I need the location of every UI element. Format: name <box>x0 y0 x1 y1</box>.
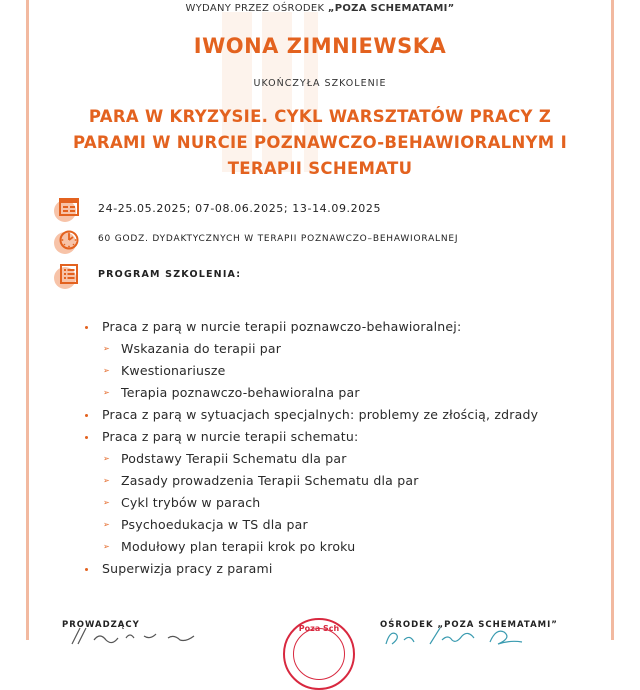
bullet-dot-icon <box>85 568 88 571</box>
arrow-bullet-icon: ➢ <box>103 344 110 353</box>
list-item: Praca z parą w sytuacjach specjalnych: problemy ze złością, zdrady <box>82 404 602 426</box>
list-item: Praca z parą w nurcie terapii schematu: <box>82 426 602 448</box>
issued-by-prefix: WYDANY PRZEZ OŚRODEK <box>185 3 328 14</box>
program-list <box>82 316 602 580</box>
organization-label: OŚRODEK „POZA SCHEMATAMI” <box>380 620 558 630</box>
arrow-bullet-icon: ➢ <box>103 542 110 551</box>
arrow-bullet-icon: ➢ <box>103 476 110 485</box>
list-item: ➢ Kwestionariusze <box>82 360 602 382</box>
list-item: ➢ Podstawy Terapii Schematu dla par <box>82 448 602 470</box>
hours-text: 60 GODZ. DYDAKTYCZNYCH W TERAPII POZNAWCZO–BEHAWIORALNEJ <box>98 234 459 244</box>
issued-by-line <box>0 3 640 14</box>
clock-icon <box>52 228 88 256</box>
list-item: ➢ Cykl trybów w parach <box>82 492 602 514</box>
bullet-dot-icon <box>85 436 88 439</box>
list-item: ➢ Modułowy plan terapii krok po kroku <box>82 536 602 558</box>
arrow-bullet-icon: ➢ <box>103 388 110 397</box>
border-left <box>26 0 29 640</box>
arrow-bullet-icon: ➢ <box>103 454 110 463</box>
arrow-bullet-icon: ➢ <box>103 366 110 375</box>
calendar-icon <box>52 196 88 224</box>
bullet-dot-icon <box>85 326 88 329</box>
list-item: ➢ Psychoedukacja w TS dla par <box>82 514 602 536</box>
list-item: Praca z parą w nurcie terapii poznawczo-behawioralnej: <box>82 316 602 338</box>
arrow-bullet-icon: ➢ <box>103 520 110 529</box>
course-title: PARA W KRYZYSIE. CYKL WARSZTATÓW PRACY Z PARAMI W NURCIE POZNAWCZO-BEHAWIORALNYM I TERAPII SCHEMATU <box>72 107 568 178</box>
issued-by-name: „POZA SCHEMATAMI” <box>327 3 455 14</box>
recipient-name: IWONA ZIMNIEWSKA <box>193 34 447 58</box>
bullet-dot-icon <box>85 414 88 417</box>
list-item: Superwizja pracy z parami <box>82 558 602 580</box>
list-item: ➢ Terapia poznawczo-behawioralna par <box>82 382 602 404</box>
completed-label: UKOŃCZYŁA SZKOLENIE <box>253 78 387 89</box>
instructor-label: PROWADZĄCY <box>62 620 140 630</box>
list-icon <box>52 263 88 291</box>
border-right <box>611 0 614 640</box>
program-heading: PROGRAM SZKOLENIA: <box>98 269 242 280</box>
list-item: ➢ Zasady prowadzenia Terapii Schematu dla par <box>82 470 602 492</box>
instructor-signature <box>64 626 204 646</box>
dates-text: 24-25.05.2025; 07-08.06.2025; 13-14.09.2025 <box>98 202 382 215</box>
list-item: ➢ Wskazania do terapii par <box>82 338 602 360</box>
organization-signature <box>380 626 540 646</box>
organization-stamp: Poza Sch <box>283 618 355 690</box>
arrow-bullet-icon: ➢ <box>103 498 110 507</box>
